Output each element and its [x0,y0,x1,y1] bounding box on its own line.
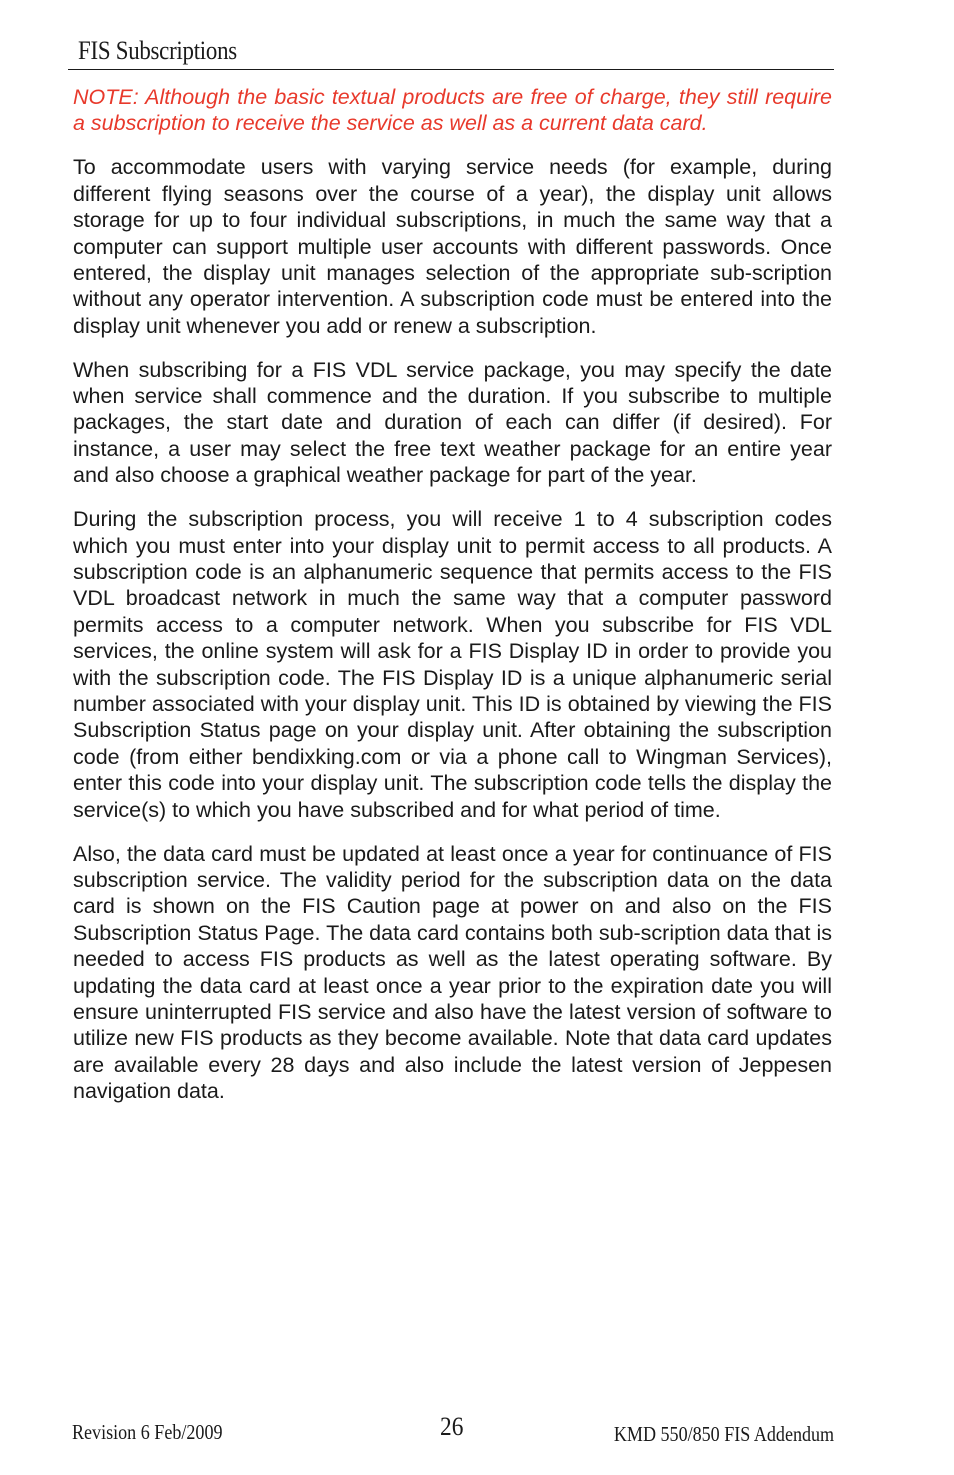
document-title: KMD 550/850 FIS Addendum [613,1422,834,1446]
paragraph-storage: To accommodate users with varying service needs (for example, during different flying seasons over the course of a year), the display unit allows storage for up to four individual subscriptions, in much the same way that a computer can support multiple user accounts with different passwords. Once entered, the display unit manages selection of the appropriate sub-scription without any operator intervention. A subscription code must be entered into the display unit whenever you add or renew a subscription. [73,155,832,338]
page-body [73,84,832,1122]
revision-info: Revision 6 Feb/2009 [72,1420,223,1444]
note-paragraph: NOTE: Although the basic textual products are free of charge, they still require a subscription to receive the service as well as a current data card. [73,85,832,136]
page-footer [72,1410,834,1450]
section-title: FIS Subscriptions [78,36,237,65]
page-header [68,34,834,70]
page-number: 26 [440,1412,464,1441]
paragraph-codes: During the subscription process, you will receive 1 to 4 subscription codes which you must enter into your display unit to permit access to all products. A subscription code is an alphanumeric sequence that permits access to the FIS VDL broadcast network in much the same way that a computer password permits access to a computer network. When you subscribe for FIS VDL services, the online system will ask for a FIS Display ID in order to provide you with the subscription code. The FIS Display ID is a unique alphanumeric serial number associated with your display unit. This ID is obtained by viewing the FIS Subscription Status page on your display unit. After obtaining the subscription code (from either bendixking.com or via a phone call to Wingman Services), enter this code into your display unit. The subscription code tells the display the service(s) to which you have subscribed and for what period of time. [73,507,832,822]
paragraph-packages: When subscribing for a FIS VDL service package, you may specify the date when service shall commence and the duration. If you subscribe to multiple packages, the start date and duration of each can differ (if desired). For instance, a user may select the free text weather package for an entire year and also choose a graphical weather package for part of the year. [73,357,832,488]
paragraph-data-card: Also, the data card must be updated at least once a year for continuance of FIS subscription service. The validity period for the subscription data on the data card is shown on the FIS Caution page at power on and also on the FIS Subscription Status Page. The data card contains both sub-scription data that is needed to access FIS products as well as the latest operating software. By updating the data card at least once a year prior to the expiration date you will ensure uninterrupted FIS service and also have the latest version of software to utilize new FIS products as they become available. Note that data card updates are available every 28 days and also include the latest version of Jeppesen navigation data. [73,841,832,1104]
